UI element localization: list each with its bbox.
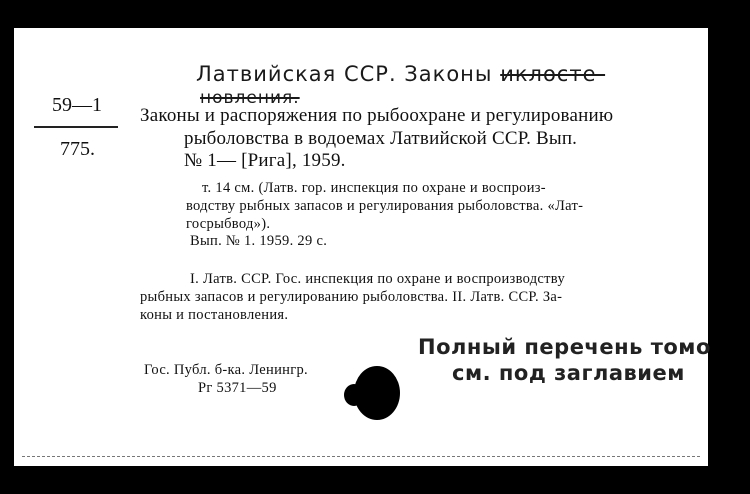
call-number-divider	[34, 126, 118, 128]
handwritten-struck-line: новления.	[200, 88, 300, 108]
title-line-3: № 1— [Рига], 1959.	[184, 150, 346, 171]
ink-blot-edge	[344, 384, 364, 406]
description-line-4: Вып. № 1. 1959. 29 с.	[190, 233, 328, 249]
handwritten-heading	[196, 62, 605, 86]
description-line-3: госрыбвод»).	[186, 216, 271, 232]
card-bottom-edge	[22, 456, 700, 457]
stamp-line-1: Полный перечень томо	[418, 335, 711, 359]
handwritten-struck-word: иклосте-	[500, 62, 606, 86]
handwritten-heading-text: Латвийская ССР. Законы	[196, 62, 493, 86]
title-line-1: Законы и распоряжения по рыбоохране и регулированию	[140, 105, 614, 126]
stamp-line-2: см. под заглавием	[452, 361, 685, 385]
description-line-1: т. 14 см. (Латв. гор. инспекция по охране и воспроиз-	[202, 180, 546, 196]
subjects-line-3: коны и постановления.	[140, 307, 289, 323]
library-name: Гос. Публ. б-ка. Ленингр.	[144, 362, 308, 378]
subjects-line-2: рыбных запасов и регулированию рыболовства. II. Латв. ССР. За-	[140, 289, 563, 305]
description-line-2: водству рыбных запасов и регулирования рыболовства. «Лат-	[186, 198, 584, 214]
library-code: Рг 5371—59	[198, 380, 277, 396]
title-line-2: рыболовства в водоемах Латвийской ССР. Вып.	[184, 128, 578, 149]
call-number-top: 59—1	[52, 94, 102, 116]
subjects-line-1: I. Латв. ССР. Гос. инспекция по охране и воспроизводству	[190, 271, 566, 287]
call-number-bottom: 775.	[60, 138, 95, 160]
catalog-card	[14, 28, 711, 466]
